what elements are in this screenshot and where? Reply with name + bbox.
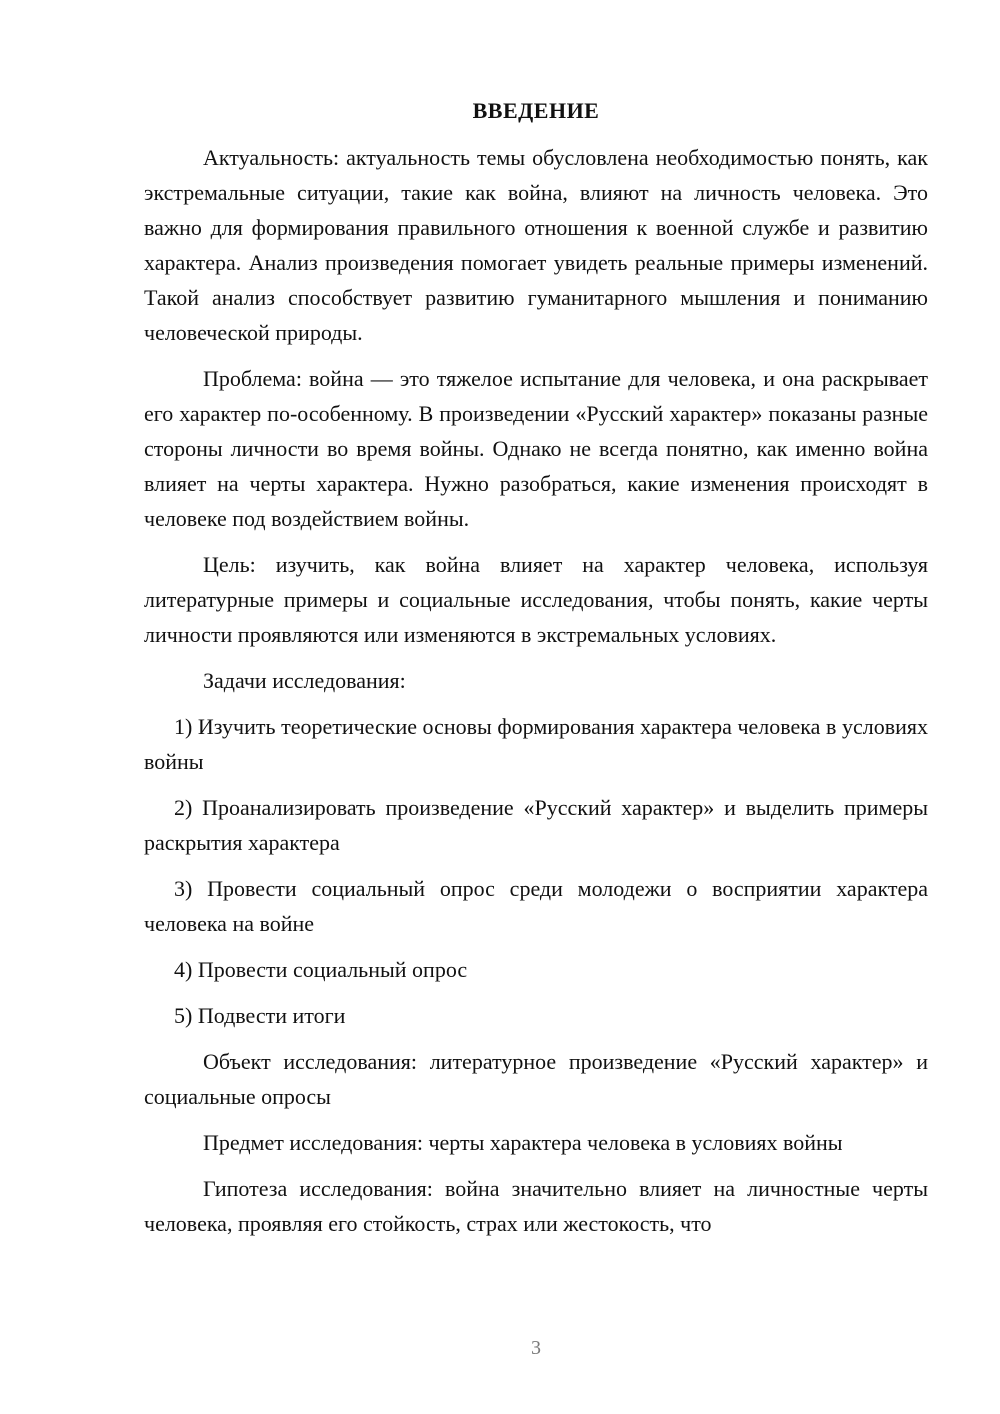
task-item-3: 3) Провести социальный опрос среди молодежи о восприятии характера человека на войне: [144, 876, 928, 936]
task-item-1: 1) Изучить теоретические основы формирования характера человека в условиях войны: [144, 714, 928, 774]
page-content: [144, 96, 928, 1252]
section-heading: ВВЕДЕНИЕ: [472, 98, 600, 123]
paragraph-subject: Предмет исследования: черты характера человека в условиях войны: [203, 1130, 843, 1155]
task-item-4: 4) Провести социальный опрос: [174, 957, 468, 982]
task-item-2: 2) Проанализировать произведение «Русский характер» и выделить примеры раскрытия характера: [144, 795, 928, 855]
paragraph-problem: Проблема: война — это тяжелое испытание для человека, и она раскрывает его характер по-особенному. В произведении «Русский характер» показаны разные стороны личности во время войны. Однако не всегда понятно, как именно война влияет на черты характера. Нужно разобраться, какие изменения происходят в человеке под воздействием войны.: [144, 366, 928, 531]
page-number: 3: [531, 1337, 541, 1359]
paragraph-tasks-title: Задачи исследования:: [203, 668, 406, 693]
paragraph-object: Объект исследования: литературное произведение «Русский характер» и социальные опросы: [144, 1049, 928, 1109]
paragraph-relevance: Актуальность: актуальность темы обусловлена необходимостью понять, как экстремальные ситуации, такие как война, влияют на личность человека. Это важно для формирования правильного отношения к военной службе и развитию характера. Анализ произведения помогает увидеть реальные примеры изменений. Такой анализ способствует развитию гуманитарного мышления и пониманию человеческой природы.: [144, 145, 928, 345]
paragraph-goal: Цель: изучить, как война влияет на характер человека, используя литературные примеры и социальные исследования, чтобы понять, какие черты личности проявляются или изменяются в экстремальных условиях.: [144, 552, 928, 647]
paragraph-hypothesis: Гипотеза исследования: война значительно влияет на личностные черты человека, проявляя его стойкость, страх или жестокость, что: [144, 1176, 928, 1236]
task-item-5: 5) Подвести итоги: [174, 1003, 346, 1028]
